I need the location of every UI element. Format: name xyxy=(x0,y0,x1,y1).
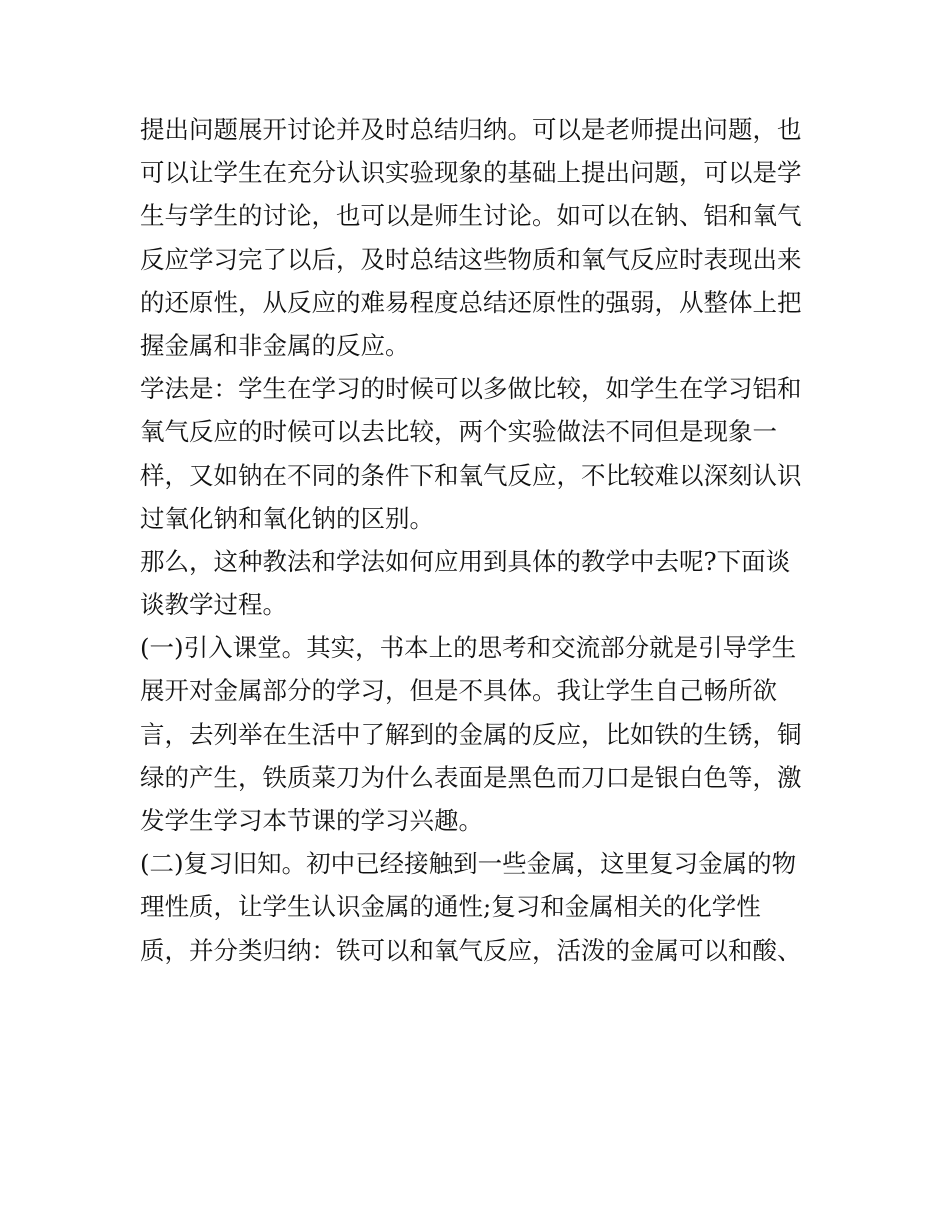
document-body xyxy=(140,108,820,972)
text-line: 生与学生的讨论，也可以是师生讨论。如可以在钠、铝和氧气 xyxy=(140,201,802,231)
text-line: 学法是：学生在学习的时候可以多做比较，如学生在学习铝和 xyxy=(140,374,802,404)
text-line: 那么，这种教法和学法如何应用到具体的教学中去呢?下面谈 xyxy=(140,546,791,576)
text-line: 发学生学习本节课的学习兴趣。 xyxy=(140,806,483,835)
paragraph-review-knowledge xyxy=(140,842,820,972)
text-line: (二)复习旧知。初中已经接触到一些金属，这里复习金属的物 xyxy=(140,849,797,879)
paragraph-introduce-class xyxy=(140,626,820,842)
paragraph-learning-method xyxy=(140,367,820,540)
text-line: 反应学习完了以后，及时总结这些物质和氧气反应时表现出来 xyxy=(140,244,802,274)
text-line: 的还原性，从反应的难易程度总结还原性的强弱，从整体上把 xyxy=(140,287,802,317)
text-line: 可以让学生在充分认识实验现象的基础上提出问题，可以是学 xyxy=(140,158,802,188)
text-line: 握金属和非金属的反应。 xyxy=(140,330,410,360)
text-line: 绿的产生，铁质菜刀为什么表面是黑色而刀口是银白色等，激 xyxy=(140,762,802,792)
text-line: 提出问题展开讨论并及时总结归纳。可以是老师提出问题，也 xyxy=(140,115,802,144)
text-line: 理性质，让学生认识金属的通性;复习和金属相关的化学性 xyxy=(140,892,761,922)
text-line: (一)引入课堂。其实，书本上的思考和交流部分就是引导学生 xyxy=(140,633,797,663)
text-line: 氧气反应的时候可以去比较，两个实验做法不同但是现象一 xyxy=(140,417,777,447)
paragraph-transition xyxy=(140,540,820,626)
text-line: 谈教学过程。 xyxy=(140,590,287,620)
text-line: 质，并分类归纳：铁可以和氧气反应，活泼的金属可以和酸、 xyxy=(140,935,802,965)
text-line: 过氧化钠和氧化钠的区别。 xyxy=(140,503,434,533)
text-line: 言，去列举在生活中了解到的金属的反应，比如铁的生锈，铜 xyxy=(140,719,802,749)
text-line: 展开对金属部分的学习，但是不具体。我让学生自己畅所欲 xyxy=(140,676,777,706)
paragraph-teaching-summary xyxy=(140,108,820,367)
text-line: 样，又如钠在不同的条件下和氧气反应，不比较难以深刻认识 xyxy=(140,460,802,490)
